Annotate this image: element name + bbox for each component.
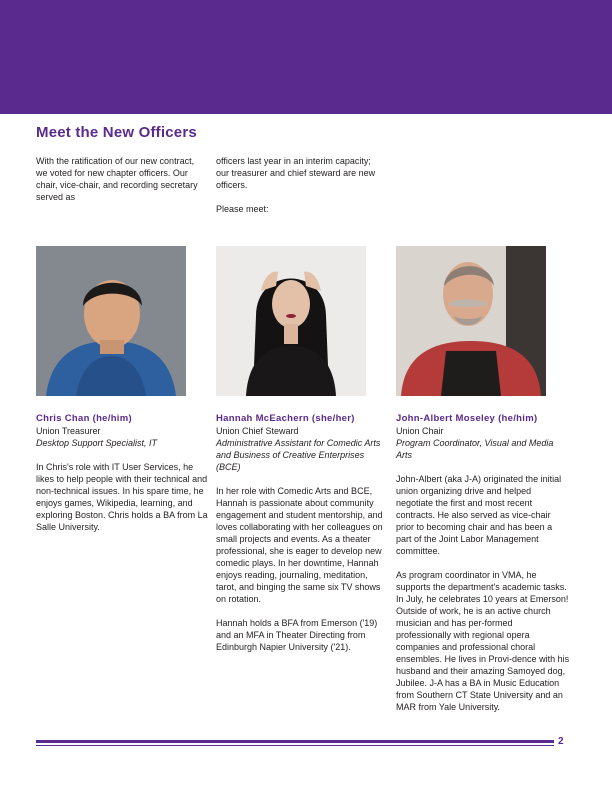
footer-divider	[36, 740, 554, 743]
officer-card-hannah	[216, 413, 390, 653]
portrait-chris	[36, 246, 186, 396]
officer-name: John-Albert Moseley (he/him)	[396, 413, 538, 424]
intro-paragraph-1: With the ratification of our new contract, we voted for new chapter officers. Our chair, vice-chair, and recording secretary served as	[36, 156, 198, 202]
officer-photo-hannah	[216, 246, 366, 396]
intro-paragraph-2: officers last year in an interim capacity; our treasurer and chief steward are new officers.	[216, 156, 376, 190]
officer-card-john-albert	[396, 413, 570, 713]
officer-role: Union Chief Steward	[216, 426, 299, 436]
officer-bio: As program coordinator in VMA, he supports the department's academic tasks. In July, he celebrates 10 years at Emerson! Outside of work, he is an active church musician and has per-formed professionally with regional opera companies and professional choral ensembles. He lives in Provi-dence with his husband and their amazing Samoyed dog, Jubilee. J-A has a BA in Music Education from Southern CT State University and an MAR from Yale University.	[396, 570, 570, 712]
intro-paragraph-3: Please meet:	[216, 204, 269, 214]
portrait-hannah	[216, 246, 366, 396]
officer-job-title: Program Coordinator, Visual and Media Arts	[396, 438, 554, 460]
officer-name: Hannah McEachern (she/her)	[216, 413, 355, 424]
portrait-john-albert	[396, 246, 546, 396]
intro-column-1	[36, 155, 206, 215]
officer-card-chris	[36, 413, 210, 533]
officer-photo-john-albert	[396, 246, 546, 396]
page-title: Meet the New Officers	[36, 124, 197, 141]
officer-bio: In Chris's role with IT User Services, he likes to help people with their technical and non-technical issues. In his spare time, he enjoys games, Wikipedia, learning, and exploring Boston. Chris holds a BA from La Salle University.	[36, 462, 208, 532]
page-number: 2	[558, 736, 564, 747]
officer-job-title: Administrative Assistant for Comedic Arts and Business of Creative Enterprises (BCE)	[216, 438, 381, 472]
officer-name: Chris Chan (he/him)	[36, 413, 132, 424]
footer-divider-thin	[36, 745, 554, 746]
officer-photo-chris	[36, 246, 186, 396]
officer-bio: Hannah holds a BFA from Emerson ('19) and an MFA in Theater Directing from Edinburgh Napier University ('21).	[216, 618, 378, 652]
officer-role: Union Treasurer	[36, 426, 101, 436]
header-banner	[0, 0, 612, 114]
intro-column-2	[216, 155, 386, 227]
officer-job-title: Desktop Support Specialist, IT	[36, 438, 158, 448]
officer-bio: In her role with Comedic Arts and BCE, Hannah is passionate about community engagement and student mentorship, and loves collaborating with her colleagues on small projects and events. As a theater professional, she is eager to develop new comedic plays. In her downtime, Hannah enjoys reading, journaling, meditation, tarot, and binging the same six TV shows on rotation.	[216, 486, 383, 604]
officer-role: Union Chair	[396, 426, 444, 436]
officer-bio: John-Albert (aka J-A) originated the initial union organizing drive and helped negotiate the first and most recent contracts. He also served as vice-chair prior to becoming chair and has been a part of the Joint Labor Management committee.	[396, 474, 562, 556]
